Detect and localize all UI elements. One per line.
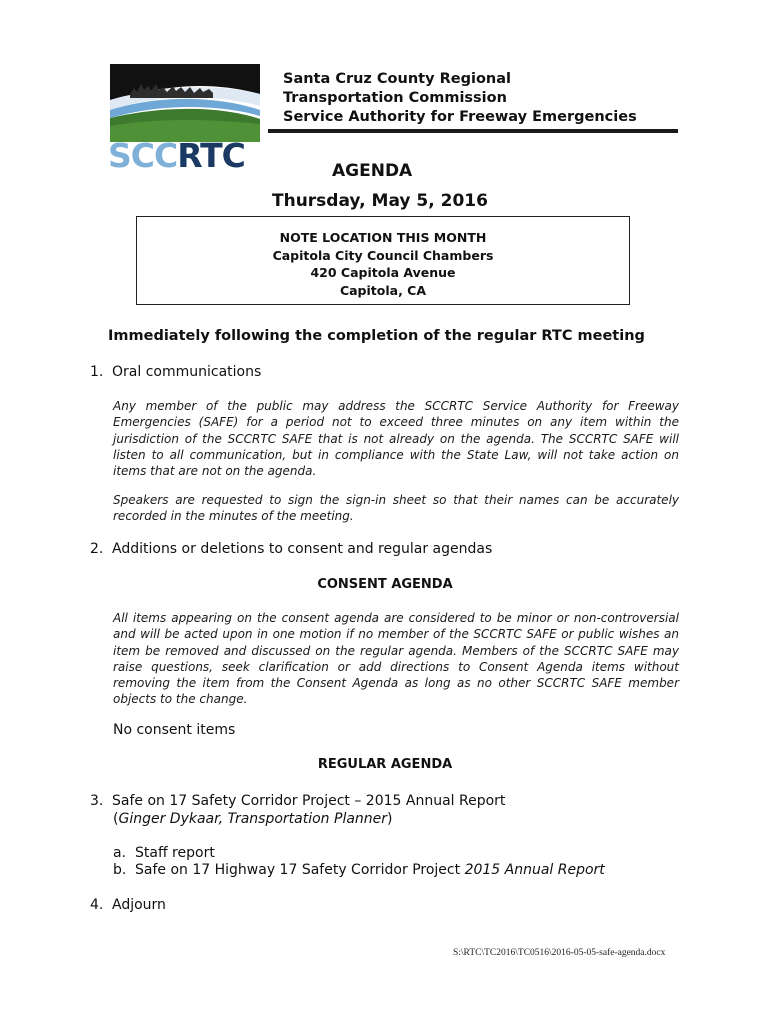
regular-agenda-heading xyxy=(0,757,770,772)
item-label: Oral communications xyxy=(112,364,262,380)
no-consent-items: No consent items xyxy=(113,722,236,738)
landscape-logo-icon xyxy=(110,64,260,142)
item-number: 1. xyxy=(90,364,104,380)
agenda-item-4 xyxy=(90,897,166,913)
oral-communications-paragraph: Any member of the public may address the SCCRTC Service Authority for Freeway Emergencies (SAFE) for a period not to exceed three minutes on any item within the jurisdiction of the SCCRTC SAFE that is not already on the agenda. The SCCRTC SAFE will listen to all communication, but in compliance with the State Law, will not take action on items that are not on the agenda. xyxy=(113,399,679,479)
location-venue: Capitola City Council Chambers xyxy=(272,247,494,263)
annual-report-title: 2015 Annual Report xyxy=(464,862,605,878)
location-city: Capitola, CA xyxy=(339,282,427,298)
sub-item-label: a. xyxy=(113,845,127,861)
speakers-paragraph: Speakers are requested to sign the sign-in sheet so that their names can be accurately recorded in the minutes of the meeting. xyxy=(113,493,679,524)
sub-item-label: b. xyxy=(113,862,127,878)
logo-text-rtc: RTC xyxy=(177,136,245,175)
logo-wordmark xyxy=(108,138,263,174)
agenda-heading: AGENDA xyxy=(332,161,413,181)
item-3a xyxy=(113,845,215,861)
document-path-footer: S:\RTC\TC2016\TC0516\2016-05-05-safe-agenda.docx xyxy=(453,948,666,958)
consent-agenda-paragraph: All items appearing on the consent agenda are considered to be minor or non-controversial and will be acted upon in one motion if no member of the SCCRTC SAFE or public wishes an item be removed and discussed on the regular agenda. Members of the SCCRTC SAFE may raise questions, seek clarification or add directions to Consent Agenda items without removing the item from the Consent Agenda as long as no other SCCRTC SAFE member objects to the change. xyxy=(113,611,679,707)
regular-agenda-heading-text: REGULAR AGENDA xyxy=(317,757,453,772)
consent-agenda-heading xyxy=(0,577,770,592)
location-note: NOTE LOCATION THIS MONTH xyxy=(279,230,487,245)
item-number: 2. xyxy=(90,541,104,557)
agenda-item-3 xyxy=(90,793,505,809)
agenda-item-2 xyxy=(90,541,492,557)
org-line-3: Service Authority for Freeway Emergencies xyxy=(283,109,637,125)
item-3b xyxy=(113,862,605,878)
org-line-2: Transportation Commission xyxy=(283,90,507,106)
org-line-1: Santa Cruz County Regional xyxy=(283,71,511,87)
sub-item-text: Safe on 17 Highway 17 Safety Corridor Project xyxy=(135,862,465,878)
item-label: Adjourn xyxy=(112,897,166,913)
header-rule xyxy=(268,129,678,133)
meeting-date: Thursday, May 5, 2016 xyxy=(272,191,488,211)
item-number: 3. xyxy=(90,793,104,809)
sub-item-text: Staff report xyxy=(135,845,215,861)
organization-header xyxy=(283,70,637,127)
agenda-item-1 xyxy=(90,364,261,380)
location-address: 420 Capitola Avenue xyxy=(310,265,456,280)
item-label: Safe on 17 Safety Corridor Project – 2015 Annual Report xyxy=(112,793,506,809)
item-number: 4. xyxy=(90,897,104,913)
consent-agenda-heading-text: CONSENT AGENDA xyxy=(317,577,453,592)
presenter-name: Ginger Dykaar, Transportation Planner xyxy=(118,811,388,827)
meeting-subtitle: Immediately following the completion of the regular RTC meeting xyxy=(108,328,645,344)
item-3-presenter: (Ginger Dykaar, Transportation Planner) xyxy=(113,811,393,827)
item-label: Additions or deletions to consent and regular agendas xyxy=(112,541,493,557)
location-box xyxy=(136,216,630,305)
sccrtc-logo xyxy=(108,64,260,174)
logo-text-scc: SCC xyxy=(108,136,178,175)
